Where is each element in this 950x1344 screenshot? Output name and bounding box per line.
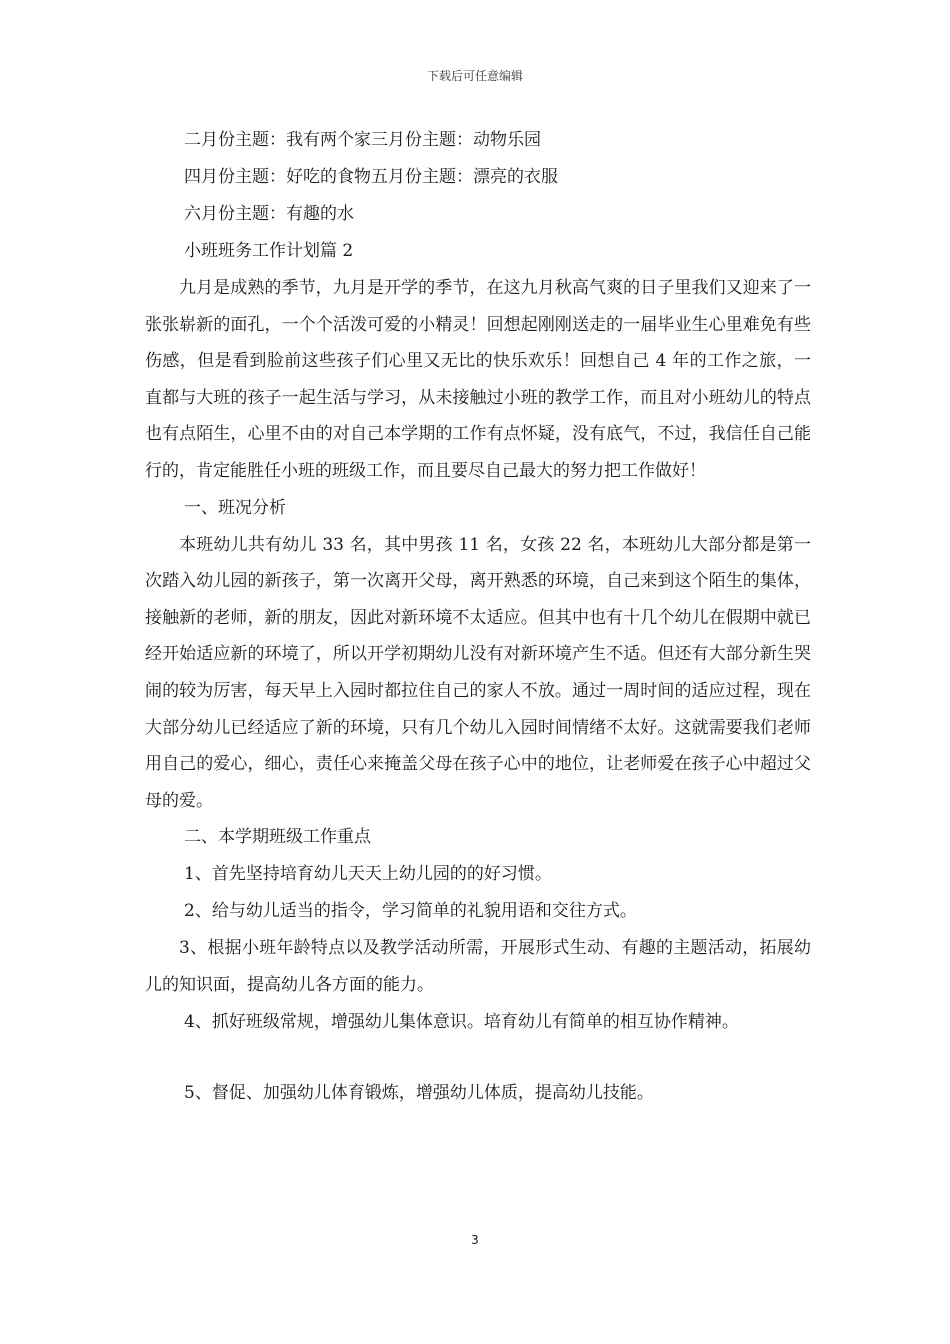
list-item: 5、督促、加强幼儿体育锻炼，增强幼儿体质，提高幼儿技能。 [184,1082,654,1103]
page-number: 3 [471,1233,479,1247]
section1-heading: 一、班况分析 [184,497,286,518]
section2-heading: 二、本学期班级工作重点 [184,827,371,848]
section1-paragraph: 本班幼儿共有幼儿 33 名，其中男孩 11 名，女孩 22 名，本班幼儿大部分都是第一次踏入幼儿园的新孩子，第一次离开父母，离开熟悉的环境，自己来到这个陌生的集体，接触新的老师，新的朋友，因此对新环境不太适应。但其中也有十几个幼儿在假期中就已经开始适应新的环境了，所以开学初期幼儿没有对新环境产生不适。但还有大部分新生哭闹的较为厉害，每天早上入园时都拉住自己的家人不放。通过一周时间的适应过程，现在大部分幼儿已经适应了新的环境，只有几个幼儿入园时间情绪不太好。这就需要我们老师用自己的爱心，细心，责任心来掩盖父母在孩子心中的地位，让老师爱在孩子心中超过父母的爱。 [145,534,811,811]
intro-paragraph: 九月是成熟的季节，九月是开学的季节，在这九月秋高气爽的日子里我们又迎来了一张张崭新的面孔，一个个活泼可爱的小精灵！回想起刚刚送走的一届毕业生心里难免有些伤感，但是看到脸前这些孩子们心里又无比的快乐欢乐！回想自己 4 年的工作之旅，一直都与大班的孩子一起生活与学习，从未接触过小班的教学工作，而且对小班幼儿的特点也有点陌生，心里不由的对自己本学期的工作有点怀疑，没有底气，不过，我信任自己能行的，肯定能胜任小班的班级工作，而且要尽自己最大的努力把工作做好！ [145,278,811,481]
list-item: 3、根据小班年龄特点以及教学活动所需，开展形式生动、有趣的主题活动，拓展幼儿的知识面，提高幼儿各方面的能力。 [145,938,811,995]
list-item: 4、抓好班级常规，增强幼儿集体意识。培育幼儿有简单的相互协作精神。 [184,1011,739,1032]
spacer [145,1041,811,1075]
section-title: 小班班务工作计划篇 2 [184,241,354,261]
list-item: 2、给与幼儿适当的指令，学习简单的礼貌用语和交往方式。 [184,901,637,922]
theme-line-feb-mar: 二月份主题：我有两个家三月份主题：动物乐园 [184,130,541,150]
page-header: 下载后可任意编辑 [426,69,523,83]
list-item: 1、首先坚持培育幼儿天天上幼儿园的的好习惯。 [184,864,552,885]
theme-line-apr-may: 四月份主题：好吃的食物五月份主题：漂亮的衣服 [184,167,558,187]
document-body [145,122,811,1112]
theme-line-jun: 六月份主题：有趣的水 [184,204,354,224]
